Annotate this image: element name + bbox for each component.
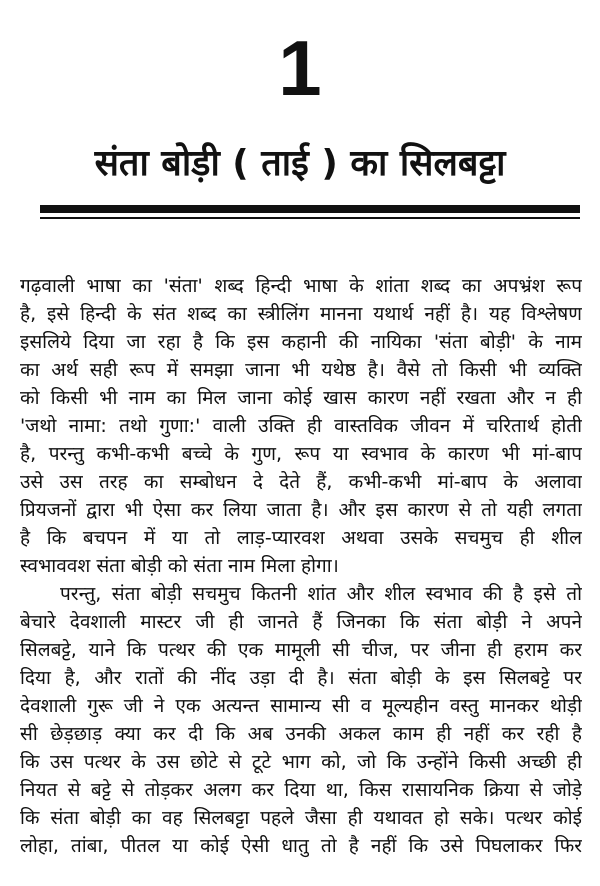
text-line: है, परन्तु कभी-कभी बच्चे के गुण, रूप या स्वभाव के कारण भी मां-बाप bbox=[20, 443, 582, 465]
title-rule-thick bbox=[40, 205, 580, 213]
chapter-number: 1 bbox=[278, 24, 322, 112]
text-line: स्वभाववश संता बोड़ी को संता नाम मिला होगा। bbox=[20, 555, 339, 577]
text-line: कि उस पत्थर के उस छोटे से टूटे भाग को, जो कि उन्होंने किसी अच्छी ही bbox=[20, 751, 582, 773]
title-rule-thin bbox=[40, 217, 580, 219]
text-line: गढ़वाली भाषा का 'संता' शब्द हिन्दी भाषा के शांता शब्द का अपभ्रंश रूप bbox=[20, 275, 582, 297]
text-line: बेचारे देवशाली मास्टर जी ही जानते हैं जिनका कि संता बोड़ी ने अपने bbox=[20, 611, 582, 633]
text-line: देवशाली गुरू जी ने एक अत्यन्त सामान्य सी व मूल्यहीन वस्तु मानकर थोड़ी bbox=[20, 695, 582, 717]
body-text bbox=[20, 272, 582, 860]
text-line: का अर्थ सही रूप में समझा जाना भी यथेष्ठ है। वैसे तो किसी भी व्यक्ति bbox=[20, 359, 582, 381]
text-line: लोहा, तांबा, पीतल या कोई ऐसी धातु तो है नहीं कि उसे पिघलाकर फिर bbox=[20, 835, 582, 857]
text-line: सी छेड़छाड़ क्या कर दी कि अब उनकी अकल काम ही नहीं कर रही है bbox=[20, 723, 582, 745]
text-line: इसलिये दिया जा रहा है कि इस कहानी की नायिका 'संता बोड़ी' के नाम bbox=[20, 331, 582, 353]
text-line: को किसी भी नाम का मिल जाना कोई खास कारण नहीं रखता और न ही bbox=[20, 387, 582, 409]
text-line: है, इसे हिन्दी के संत शब्द का स्त्रीलिंग मानना यथार्थ नहीं है। यह विश्लेषण bbox=[20, 303, 582, 325]
text-line: दिया है, और रातों की नींद उड़ा दी है। संता बोड़ी के इस सिलबट्टे पर bbox=[20, 667, 582, 689]
text-line: उसे उस तरह का सम्बोधन दे देते हैं, कभी-कभी मां-बाप के अलावा bbox=[20, 471, 582, 493]
text-line: कि संता बोड़ी का वह सिलबट्टा पहले जैसा ही यथावत हो सके। पत्थर कोई bbox=[20, 807, 582, 829]
text-line: प्रियजनों द्वारा भी ऐसा कर लिया जाता है। और इस कारण से तो यही लगता bbox=[20, 499, 582, 521]
text-line: नियत से बट्टे से तोड़कर अलग कर दिया था, किस रासायनिक क्रिया से जोड़े bbox=[20, 779, 582, 801]
text-line: सिलबट्टे, याने कि पत्थर की एक मामूली सी चीज, पर जीना ही हराम कर bbox=[20, 639, 582, 661]
text-line: 'जथो नामा: तथो गुणा:' वाली उक्ति ही वास्तविक जीवन में चरितार्थ होती bbox=[20, 415, 582, 437]
text-line: परन्तु, संता बोड़ी सचमुच कितनी शांत और शील स्वभाव की है इसे तो bbox=[60, 583, 582, 605]
chapter-title: संता बोड़ी ( ताई ) का सिलबट्टा bbox=[94, 143, 506, 184]
text-line: है कि बचपन में या तो लाड़-प्यारवश अथवा उसके सचमुच ही शील bbox=[20, 527, 582, 549]
